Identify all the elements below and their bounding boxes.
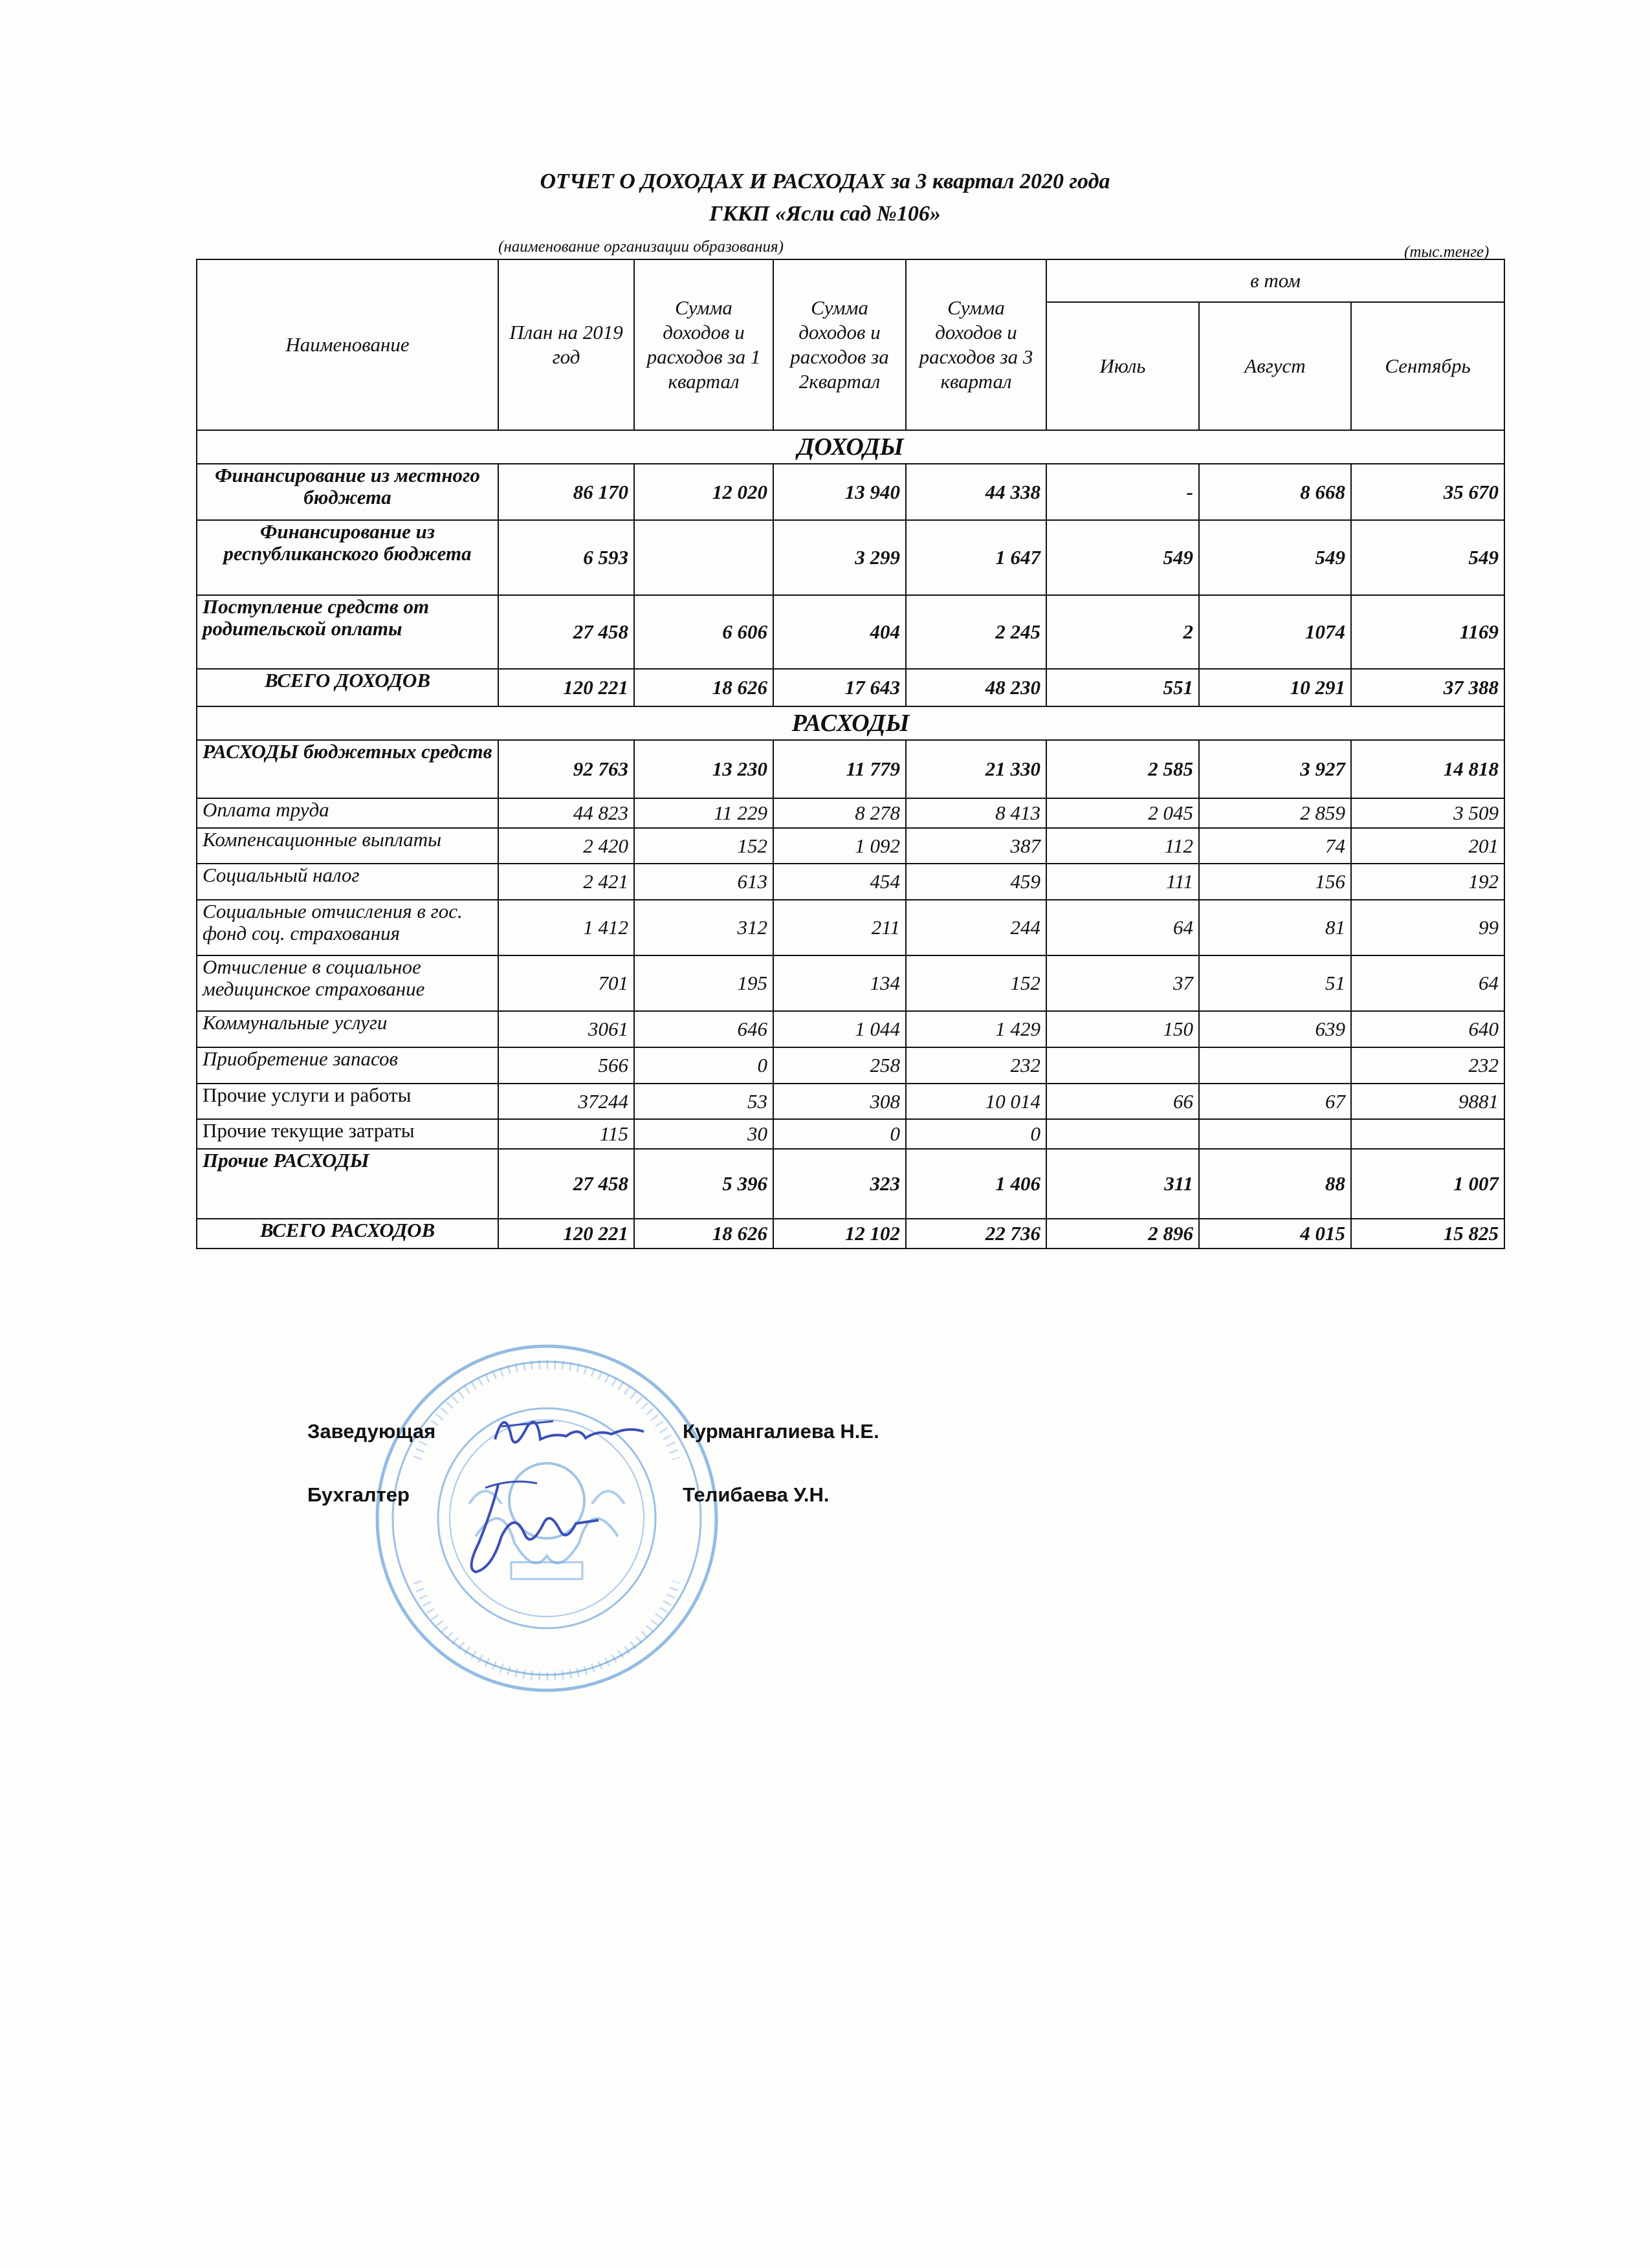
cell-m2	[1199, 1119, 1351, 1149]
cell-m3: 1 007	[1351, 1149, 1504, 1219]
expense-row	[197, 900, 1504, 955]
expense-row	[197, 1011, 1504, 1047]
row-label: Финансирование из республиканского бюджета	[197, 520, 498, 595]
report-title: ОТЧЕТ О ДОХОДАХ И РАСХОДАХ за 3 квартал 2020 года	[540, 169, 1110, 193]
expense-row	[197, 1149, 1504, 1219]
cell-q3: 48 230	[906, 669, 1046, 706]
cell-plan: 2 421	[498, 864, 634, 900]
cell-plan: 27 458	[498, 595, 634, 669]
cell-m2	[1199, 1047, 1351, 1084]
cell-q1: 6 606	[634, 595, 773, 669]
cell-q2: 134	[773, 955, 906, 1011]
cell-m2: 4 015	[1199, 1219, 1351, 1248]
row-label: Социальный налог	[197, 864, 498, 900]
cell-q1: 195	[634, 955, 773, 1011]
cell-plan: 120 221	[498, 669, 634, 706]
cell-plan: 2 420	[498, 828, 634, 864]
row-label: РАСХОДЫ бюджетных средств	[197, 740, 498, 798]
row-label: Прочие текущие затраты	[197, 1119, 498, 1149]
cell-m1: 549	[1046, 520, 1199, 595]
cell-m1: 112	[1046, 828, 1199, 864]
cell-m2: 81	[1199, 900, 1351, 955]
col-header-name: Наименование	[197, 259, 498, 430]
col-header-q1: Сумма доходов и расходов за 1 квартал	[634, 259, 773, 430]
row-label: Отчисление в социальное медицинское страхование	[197, 955, 498, 1011]
row-label: Приобретение запасов	[197, 1047, 498, 1084]
cell-plan: 566	[498, 1047, 634, 1084]
cell-q1	[634, 520, 773, 595]
cell-m1	[1046, 1119, 1199, 1149]
director-signature	[482, 1401, 654, 1465]
cell-m1: 37	[1046, 955, 1199, 1011]
cell-m1: 66	[1046, 1084, 1199, 1119]
cell-m1: -	[1046, 464, 1199, 520]
col-header-july: Июль	[1046, 302, 1199, 430]
cell-q1: 5 396	[634, 1149, 773, 1219]
row-label: Коммунальные услуги	[197, 1011, 498, 1047]
cell-m3: 232	[1351, 1047, 1504, 1084]
cell-m2: 10 291	[1199, 669, 1351, 706]
cell-m2: 74	[1199, 828, 1351, 864]
income-row	[197, 595, 1504, 669]
organization-caption: (наименование организации образования)	[498, 238, 784, 256]
cell-m1: 2 896	[1046, 1219, 1199, 1248]
cell-q3: 2 245	[906, 595, 1046, 669]
expense-row	[197, 1119, 1504, 1149]
cell-q2: 1 092	[773, 828, 906, 864]
report-body	[197, 430, 1504, 1248]
cell-m2: 3 927	[1199, 740, 1351, 798]
expense-row	[197, 1047, 1504, 1084]
cell-m1: 64	[1046, 900, 1199, 955]
cell-q1: 152	[634, 828, 773, 864]
cell-q3: 459	[906, 864, 1046, 900]
cell-m3: 37 388	[1351, 669, 1504, 706]
cell-q2: 258	[773, 1047, 906, 1084]
cell-q1: 18 626	[634, 1219, 773, 1248]
row-label: Прочие РАСХОДЫ	[197, 1149, 498, 1219]
income-row	[197, 520, 1504, 595]
cell-m3: 99	[1351, 900, 1504, 955]
cell-plan: 701	[498, 955, 634, 1011]
cell-m2: 156	[1199, 864, 1351, 900]
cell-m3: 35 670	[1351, 464, 1504, 520]
cell-q3: 232	[906, 1047, 1046, 1084]
cell-plan: 120 221	[498, 1219, 634, 1248]
cell-q2: 404	[773, 595, 906, 669]
cell-q2: 211	[773, 900, 906, 955]
cell-plan: 6 593	[498, 520, 634, 595]
cell-q1: 53	[634, 1084, 773, 1119]
row-label: Компенсационные выплаты	[197, 828, 498, 864]
cell-q2: 323	[773, 1149, 906, 1219]
section-income: ДОХОДЫ	[197, 430, 1504, 464]
row-label: Финансирование из местного бюджета	[197, 464, 498, 520]
cell-q3: 0	[906, 1119, 1046, 1149]
cell-plan: 44 823	[498, 798, 634, 828]
expense-row	[197, 798, 1504, 828]
cell-m2: 88	[1199, 1149, 1351, 1219]
expense-row	[197, 864, 1504, 900]
cell-m1: 2 045	[1046, 798, 1199, 828]
cell-m2: 639	[1199, 1011, 1351, 1047]
cell-plan: 92 763	[498, 740, 634, 798]
expense-row	[197, 828, 1504, 864]
cell-m3: 9881	[1351, 1084, 1504, 1119]
expense-row	[197, 1084, 1504, 1119]
cell-q2: 454	[773, 864, 906, 900]
cell-q1: 18 626	[634, 669, 773, 706]
income-row	[197, 464, 1504, 520]
cell-q2: 17 643	[773, 669, 906, 706]
cell-q1: 312	[634, 900, 773, 955]
cell-q2: 308	[773, 1084, 906, 1119]
cell-m1	[1046, 1047, 1199, 1084]
accountant-name: Телибаева У.Н.	[683, 1483, 830, 1506]
row-label: ВСЕГО ДОХОДОВ	[197, 669, 498, 706]
cell-q3: 21 330	[906, 740, 1046, 798]
income-total-row	[197, 669, 1504, 706]
cell-m3: 192	[1351, 864, 1504, 900]
col-header-q2: Сумма доходов и расходов за 2квартал	[773, 259, 906, 430]
cell-q3: 1 647	[906, 520, 1046, 595]
cell-plan: 27 458	[498, 1149, 634, 1219]
col-header-plan: План на 2019 год	[498, 259, 634, 430]
row-label: Социальные отчисления в гос. фонд соц. страхования	[197, 900, 498, 955]
cell-q3: 10 014	[906, 1084, 1046, 1119]
cell-q1: 0	[634, 1047, 773, 1084]
cell-m1: 311	[1046, 1149, 1199, 1219]
units-caption: (тыс.тенге)	[1404, 243, 1490, 261]
cell-q1: 613	[634, 864, 773, 900]
cell-m3: 201	[1351, 828, 1504, 864]
cell-m3: 549	[1351, 520, 1504, 595]
cell-q2: 8 278	[773, 798, 906, 828]
row-label: Прочие услуги и работы	[197, 1084, 498, 1119]
cell-q1: 12 020	[634, 464, 773, 520]
cell-q1: 11 229	[634, 798, 773, 828]
col-header-q3: Сумма доходов и расходов за 3 квартал	[906, 259, 1046, 430]
cell-q1: 30	[634, 1119, 773, 1149]
cell-q1: 13 230	[634, 740, 773, 798]
cell-q3: 1 406	[906, 1149, 1046, 1219]
accountant-role: Бухгалтер	[307, 1483, 410, 1506]
accountant-signature	[453, 1472, 608, 1578]
director-role: Заведующая	[307, 1420, 436, 1443]
cell-m1: 2 585	[1046, 740, 1199, 798]
cell-q2: 11 779	[773, 740, 906, 798]
cell-q3: 387	[906, 828, 1046, 864]
cell-m3: 64	[1351, 955, 1504, 1011]
col-header-group: в том	[1046, 259, 1504, 302]
cell-q2: 0	[773, 1119, 906, 1149]
cell-q3: 1 429	[906, 1011, 1046, 1047]
cell-q2: 3 299	[773, 520, 906, 595]
col-header-september: Сентябрь	[1351, 302, 1504, 430]
cell-plan: 1 412	[498, 900, 634, 955]
cell-m1: 111	[1046, 864, 1199, 900]
cell-q3: 22 736	[906, 1219, 1046, 1248]
cell-m3: 1169	[1351, 595, 1504, 669]
cell-m3: 14 818	[1351, 740, 1504, 798]
cell-m2: 549	[1199, 520, 1351, 595]
expense-total-row	[197, 1219, 1504, 1248]
report-table	[196, 259, 1505, 1249]
cell-plan: 37244	[498, 1084, 634, 1119]
col-header-august: Август	[1199, 302, 1351, 430]
cell-m3: 640	[1351, 1011, 1504, 1047]
cell-m1: 150	[1046, 1011, 1199, 1047]
cell-q2: 1 044	[773, 1011, 906, 1047]
cell-m3: 15 825	[1351, 1219, 1504, 1248]
cell-m1: 2	[1046, 595, 1199, 669]
cell-m2: 2 859	[1199, 798, 1351, 828]
cell-m2: 67	[1199, 1084, 1351, 1119]
organization-name: ГККП «Ясли сад №106»	[709, 202, 941, 226]
cell-plan: 86 170	[498, 464, 634, 520]
cell-q3: 44 338	[906, 464, 1046, 520]
cell-m2: 51	[1199, 955, 1351, 1011]
row-label: ВСЕГО РАСХОДОВ	[197, 1219, 498, 1248]
expense-row	[197, 955, 1504, 1011]
cell-m1: 551	[1046, 669, 1199, 706]
cell-q3: 8 413	[906, 798, 1046, 828]
row-label: Поступление средств от родительской оплаты	[197, 595, 498, 669]
cell-q3: 152	[906, 955, 1046, 1011]
cell-plan: 3061	[498, 1011, 634, 1047]
cell-m3	[1351, 1119, 1504, 1149]
cell-q3: 244	[906, 900, 1046, 955]
row-label: Оплата труда	[197, 798, 498, 828]
expense-row	[197, 740, 1504, 798]
cell-q2: 12 102	[773, 1219, 906, 1248]
director-name: Курмангалиева Н.Е.	[683, 1420, 879, 1443]
cell-q1: 646	[634, 1011, 773, 1047]
section-expenses: РАСХОДЫ	[197, 706, 1504, 740]
cell-m2: 1074	[1199, 595, 1351, 669]
cell-m2: 8 668	[1199, 464, 1351, 520]
cell-plan: 115	[498, 1119, 634, 1149]
cell-m3: 3 509	[1351, 798, 1504, 828]
cell-q2: 13 940	[773, 464, 906, 520]
